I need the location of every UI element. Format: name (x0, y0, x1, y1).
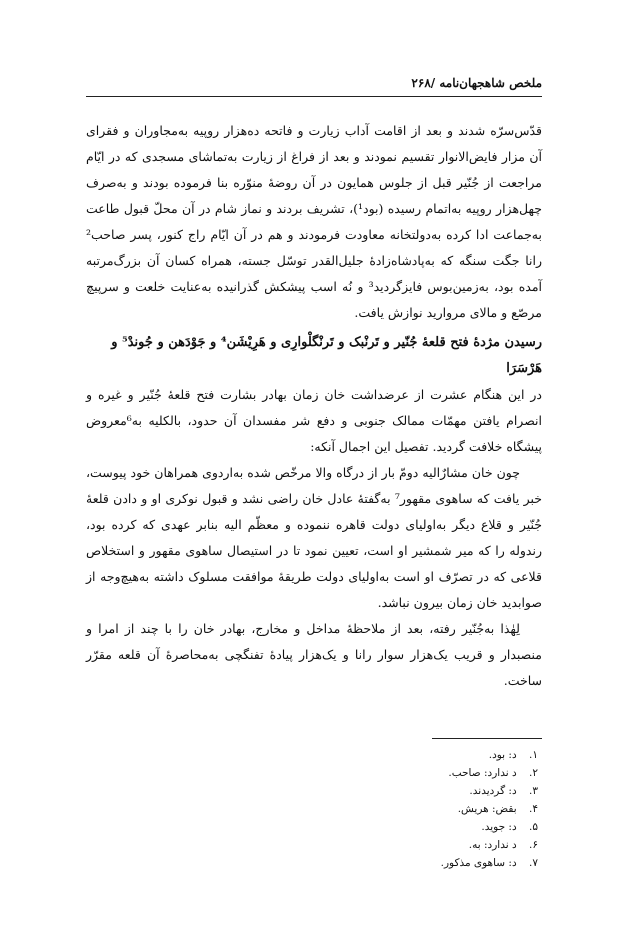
paragraph-1: قدّس‌سرّه شدند و بعد از اقامت آداب زیارت و فاتحه ده‌هزار روپیه به‌مجاوران و فقرای آن مزار فایض‌الانوار تقسیم نمودند و بعد از فراغ از زیارت به‌تماشای مسجدی که در ایّام مراجعت از جُنّیر قبل از جلوس همایون در آن روضهٔ منوّره بنا فرموده بودند و به‌صرف چهل‌هزار روپیه به‌اتمام رسیده (بود¹)، تشریف بردند و نماز شام در آن محلّ قبول طاعت به‌جماعت ادا کرده به‌دولتخانه معاودت فرمودند و هم در آن ایّام راج کنور، پسر صاحب² رانا جگت سنگه که به‌پادشاه‌زادهٔ جلیل‌القدر توسّل جسته، همراه کسان آن بزرگ‌مرتبه آمده بود، به‌زمین‌بوس فایزگردید³ و نُه اسب پیشکش گذرانیده به‌عنایت خلعت و سرپیچ مرصّع و مالای مروارید نوازش یافت. (86, 123, 542, 320)
paragraph-4: لِهٰذا به‌جُنّیر رفته، بعد از ملاحظهٔ مداخل و مخارج، بهادر خان را با چند از امرا و منصبدار و قریب یک‌هزار سوار رانا و یک‌هزار پیادهٔ تفنگچی به‌محاصرهٔ آن قلعه مقرّر ساخت. (86, 621, 542, 688)
section-heading: رسیدن مژدهٔ فتح قلعهٔ جُنّیر و تَرنْبک و تَرنْگلْوارِی و هَرِیْشَن⁴ و جَوْدَهن و جُوندْ⁵ و هَرْسَرَا (111, 335, 542, 376)
footnote-item: ۳. د: گردیدند. (469, 785, 538, 797)
footnote-item: ۴. بقض: هریش. (457, 803, 538, 815)
paragraph-3: چون خان مشارٌالیه دومّ بار از درگاه والا مرخّص شده به‌اردوی همراهان خود پیوست، خبر یافت که ساهوی مقهور⁷ به‌گفتهٔ عادل خان راضی نشد و قبول نوکری او و دادن قلعهٔ جُنّیر و قلاع دیگر به‌اولیای دولت قاهره ننموده و معظّم الیه بنابر عهدی که کرده بود، رندوله را که میر شمشیر او است، تعیین نمود تا در استیصال ساهوی مقهور و استخلاص قلاعی که در تصرّف او است به‌اولیای دولت طریقهٔ موافقت مسلوک داشته به‌هیچ‌وجه از صوابدید خان زمان بیرون نباشد. (86, 465, 542, 610)
footnote-item: ۶. د ندارد: به. (468, 839, 538, 851)
footnote-separator (432, 738, 542, 739)
paragraph-2: در این هنگام عشرت از عرضداشت خان زمان بهادر بشارت فتح قلعهٔ جُنّیر و غیره و انصرام یافتن مهمّات ممالک جنوبی و دفع شر مفسدان آن حدود، بالکلیه به⁶معروض پیشگاه خلافت گردید. تفصیل این اجمال آنکه: (86, 387, 542, 454)
main-text (86, 118, 542, 694)
footnotes-list (86, 746, 542, 872)
footnote-item: ۲. د ندارد: صاحب. (448, 767, 538, 779)
footnote-item: ۷. د: ساهوی مذکور. (440, 857, 538, 869)
footnote-item: ۱. د: بود. (488, 749, 538, 761)
footnote-item: ۵. د: جوید. (481, 821, 538, 833)
running-header: ملخص شاهجهان‌نامه /۲۶۸ (86, 76, 542, 97)
